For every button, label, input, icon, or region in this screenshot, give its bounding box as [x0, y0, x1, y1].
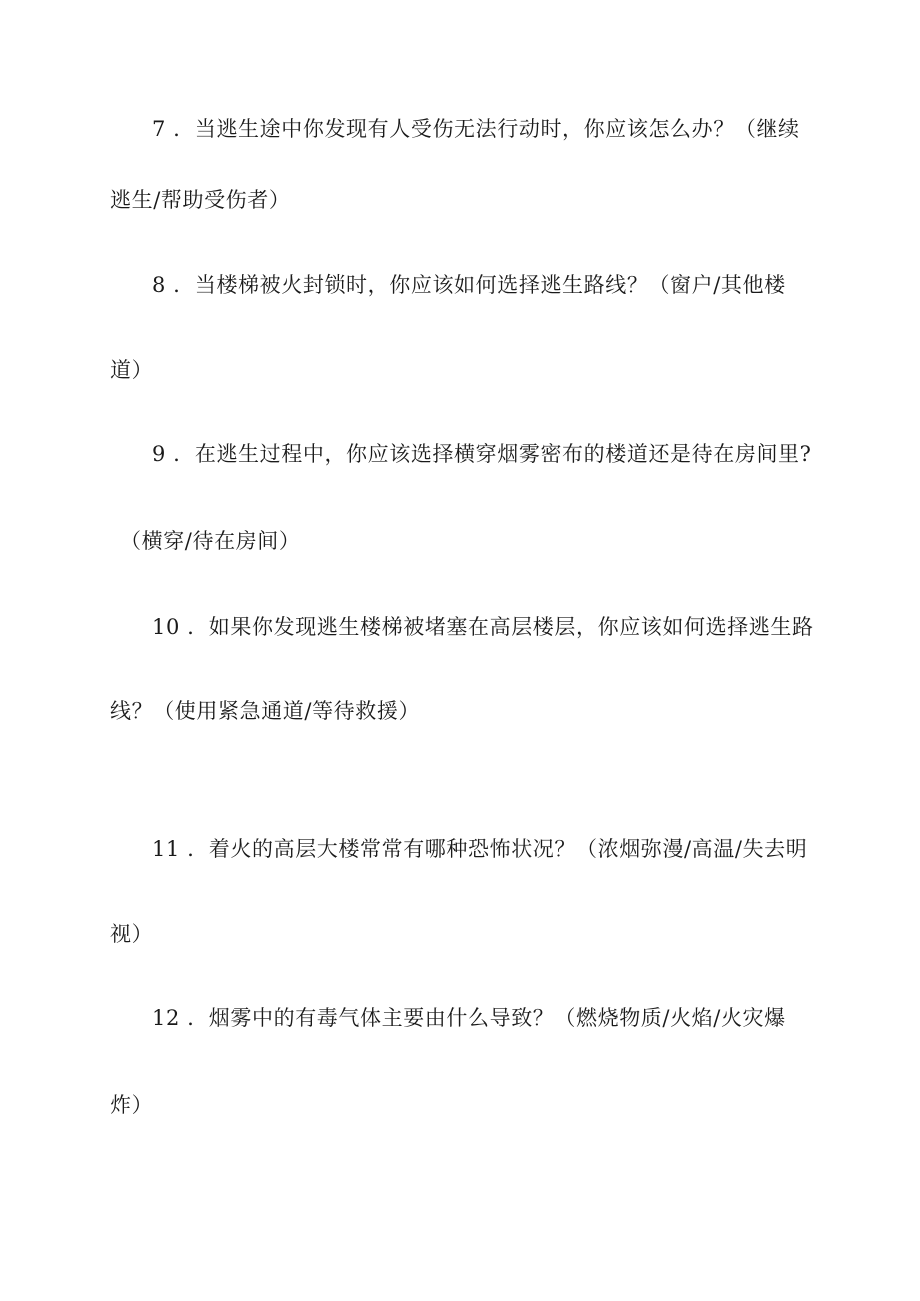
question-9-number: 9 — [152, 442, 166, 466]
question-10-text: ．如果你发现逃生楼梯被堵塞在高层楼层，你应该如何选择逃生路 — [187, 615, 814, 639]
question-10-line-1 — [152, 614, 814, 640]
question-8-text: ．当楼梯被火封锁时，你应该如何选择逃生路线？（窗户/其他楼 — [173, 273, 786, 297]
question-12-number: 12 — [152, 1006, 180, 1030]
question-9-text: ．在逃生过程中，你应该选择横穿烟雾密布的楼道还是待在房间里? — [173, 442, 812, 466]
question-12-line-1 — [152, 1005, 786, 1031]
question-12-text: ．烟雾中的有毒气体主要由什么导致？（燃烧物质/火焰/火灾爆 — [187, 1006, 786, 1030]
question-7-text: ．当逃生途中你发现有人受伤无法行动时，你应该怎么办？（继续 — [173, 117, 800, 141]
question-11-number: 11 — [152, 837, 180, 861]
question-12-line-2: 炸） — [110, 1093, 154, 1117]
question-8-number: 8 — [152, 273, 166, 297]
question-8-line-1 — [152, 272, 786, 298]
question-11-line-2: 视） — [110, 922, 154, 946]
question-10-line-2: 线？（使用紧急通道/等待救援） — [110, 699, 421, 723]
question-9-line-1 — [152, 441, 812, 467]
question-7-number: 7 — [152, 117, 166, 141]
question-9-line-2: （横穿/待在房间） — [120, 529, 301, 553]
question-10-number: 10 — [152, 615, 180, 639]
question-11-text: ．着火的高层大楼常常有哪种恐怖状况？（浓烟弥漫/高温/失去明 — [187, 837, 808, 861]
question-8-line-2: 道） — [110, 358, 154, 382]
question-7-line-1 — [152, 116, 800, 142]
question-7-line-2: 逃生/帮助受伤者） — [110, 188, 291, 212]
question-11-line-1 — [152, 836, 807, 862]
